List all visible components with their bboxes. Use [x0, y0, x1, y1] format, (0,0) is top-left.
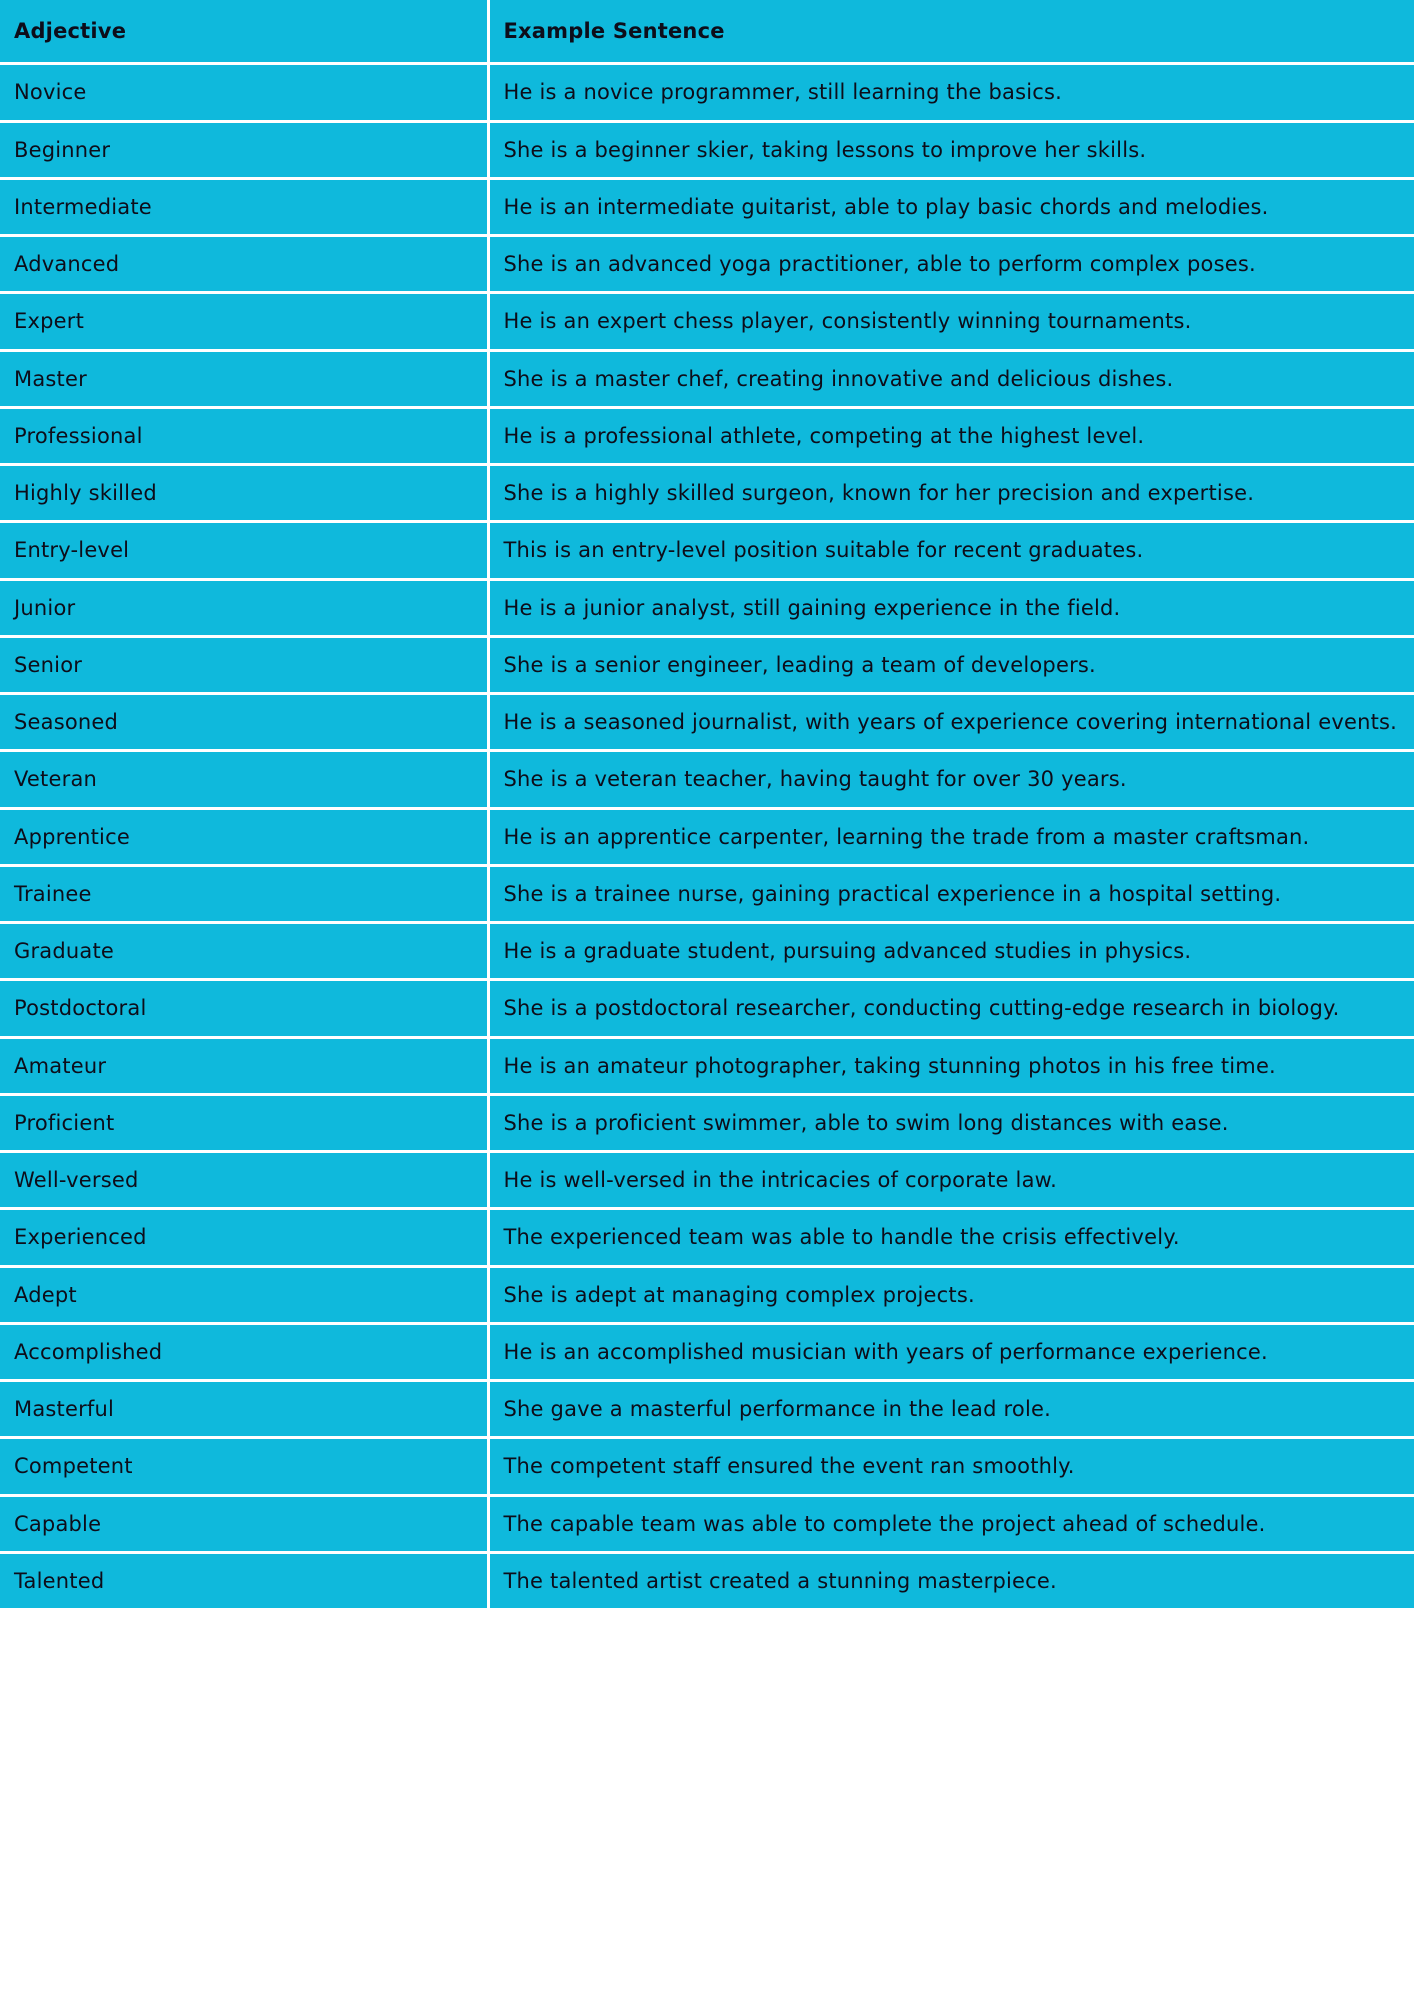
table-row [0, 236, 1414, 293]
cell-example-sentence: This is an entry-level position suitable for recent graduates. [488, 522, 1414, 579]
cell-adjective: Amateur [0, 1037, 488, 1094]
cell-example-sentence: She is a senior engineer, leading a team of developers. [488, 636, 1414, 693]
cell-example-sentence: He is well-versed in the intricacies of corporate law. [488, 1152, 1414, 1209]
table-row [0, 1209, 1414, 1266]
cell-adjective: Expert [0, 293, 488, 350]
cell-example-sentence: He is an intermediate guitarist, able to play basic chords and melodies. [488, 178, 1414, 235]
table-row [0, 865, 1414, 922]
table-row [0, 1552, 1414, 1608]
table-row [0, 465, 1414, 522]
cell-example-sentence: He is a professional athlete, competing at the highest level. [488, 407, 1414, 464]
cell-example-sentence: She is a highly skilled surgeon, known for her precision and expertise. [488, 465, 1414, 522]
cell-adjective: Seasoned [0, 694, 488, 751]
table-row [0, 808, 1414, 865]
cell-adjective: Capable [0, 1495, 488, 1552]
table-row [0, 64, 1414, 121]
cell-adjective: Junior [0, 579, 488, 636]
table-row [0, 121, 1414, 178]
cell-example-sentence: She is adept at managing complex projects. [488, 1266, 1414, 1323]
cell-example-sentence: He is an apprentice carpenter, learning the trade from a master craftsman. [488, 808, 1414, 865]
cell-example-sentence: The experienced team was able to handle the crisis effectively. [488, 1209, 1414, 1266]
cell-example-sentence: He is a seasoned journalist, with years of experience covering international events. [488, 694, 1414, 751]
cell-example-sentence: She is a proficient swimmer, able to swim long distances with ease. [488, 1094, 1414, 1151]
cell-example-sentence: She is a trainee nurse, gaining practical experience in a hospital setting. [488, 865, 1414, 922]
table-row [0, 923, 1414, 980]
cell-adjective: Graduate [0, 923, 488, 980]
cell-adjective: Talented [0, 1552, 488, 1608]
cell-adjective: Accomplished [0, 1323, 488, 1380]
table-row [0, 636, 1414, 693]
cell-example-sentence: He is an accomplished musician with years of performance experience. [488, 1323, 1414, 1380]
cell-adjective: Trainee [0, 865, 488, 922]
cell-adjective: Senior [0, 636, 488, 693]
table-row [0, 350, 1414, 407]
cell-example-sentence: She is a veteran teacher, having taught for over 30 years. [488, 751, 1414, 808]
cell-example-sentence: She is a beginner skier, taking lessons to improve her skills. [488, 121, 1414, 178]
table-row [0, 1152, 1414, 1209]
cell-adjective: Postdoctoral [0, 980, 488, 1037]
cell-adjective: Adept [0, 1266, 488, 1323]
cell-adjective: Novice [0, 64, 488, 121]
table-row [0, 1495, 1414, 1552]
table-row [0, 980, 1414, 1037]
cell-adjective: Master [0, 350, 488, 407]
table-row [0, 694, 1414, 751]
cell-adjective: Beginner [0, 121, 488, 178]
table-row [0, 579, 1414, 636]
cell-example-sentence: He is a graduate student, pursuing advanced studies in physics. [488, 923, 1414, 980]
cell-example-sentence: He is an expert chess player, consistently winning tournaments. [488, 293, 1414, 350]
cell-adjective: Proficient [0, 1094, 488, 1151]
table-header [0, 0, 1414, 64]
column-header-example-sentence: Example Sentence [488, 0, 1414, 64]
table-row [0, 1266, 1414, 1323]
cell-example-sentence: The capable team was able to complete the project ahead of schedule. [488, 1495, 1414, 1552]
table-row [0, 522, 1414, 579]
cell-example-sentence: He is an amateur photographer, taking stunning photos in his free time. [488, 1037, 1414, 1094]
table-row [0, 293, 1414, 350]
cell-adjective: Masterful [0, 1381, 488, 1438]
table-row [0, 1323, 1414, 1380]
cell-example-sentence: He is a junior analyst, still gaining experience in the field. [488, 579, 1414, 636]
table-body [0, 64, 1414, 1609]
table-header-row [0, 0, 1414, 64]
table-row [0, 407, 1414, 464]
cell-example-sentence: The talented artist created a stunning masterpiece. [488, 1552, 1414, 1608]
cell-adjective: Intermediate [0, 178, 488, 235]
cell-adjective: Veteran [0, 751, 488, 808]
table-row [0, 1438, 1414, 1495]
cell-example-sentence: He is a novice programmer, still learning the basics. [488, 64, 1414, 121]
cell-adjective: Competent [0, 1438, 488, 1495]
cell-adjective: Professional [0, 407, 488, 464]
cell-example-sentence: She is an advanced yoga practitioner, able to perform complex poses. [488, 236, 1414, 293]
table-row [0, 1381, 1414, 1438]
cell-adjective: Advanced [0, 236, 488, 293]
table-row [0, 1037, 1414, 1094]
cell-example-sentence: She gave a masterful performance in the lead role. [488, 1381, 1414, 1438]
table-row [0, 1094, 1414, 1151]
cell-adjective: Entry-level [0, 522, 488, 579]
cell-example-sentence: She is a master chef, creating innovative and delicious dishes. [488, 350, 1414, 407]
cell-example-sentence: The competent staff ensured the event ran smoothly. [488, 1438, 1414, 1495]
table-row [0, 751, 1414, 808]
cell-adjective: Experienced [0, 1209, 488, 1266]
cell-adjective: Highly skilled [0, 465, 488, 522]
column-header-adjective: Adjective [0, 0, 488, 64]
cell-adjective: Apprentice [0, 808, 488, 865]
table-row [0, 178, 1414, 235]
cell-adjective: Well-versed [0, 1152, 488, 1209]
cell-example-sentence: She is a postdoctoral researcher, conducting cutting-edge research in biology. [488, 980, 1414, 1037]
